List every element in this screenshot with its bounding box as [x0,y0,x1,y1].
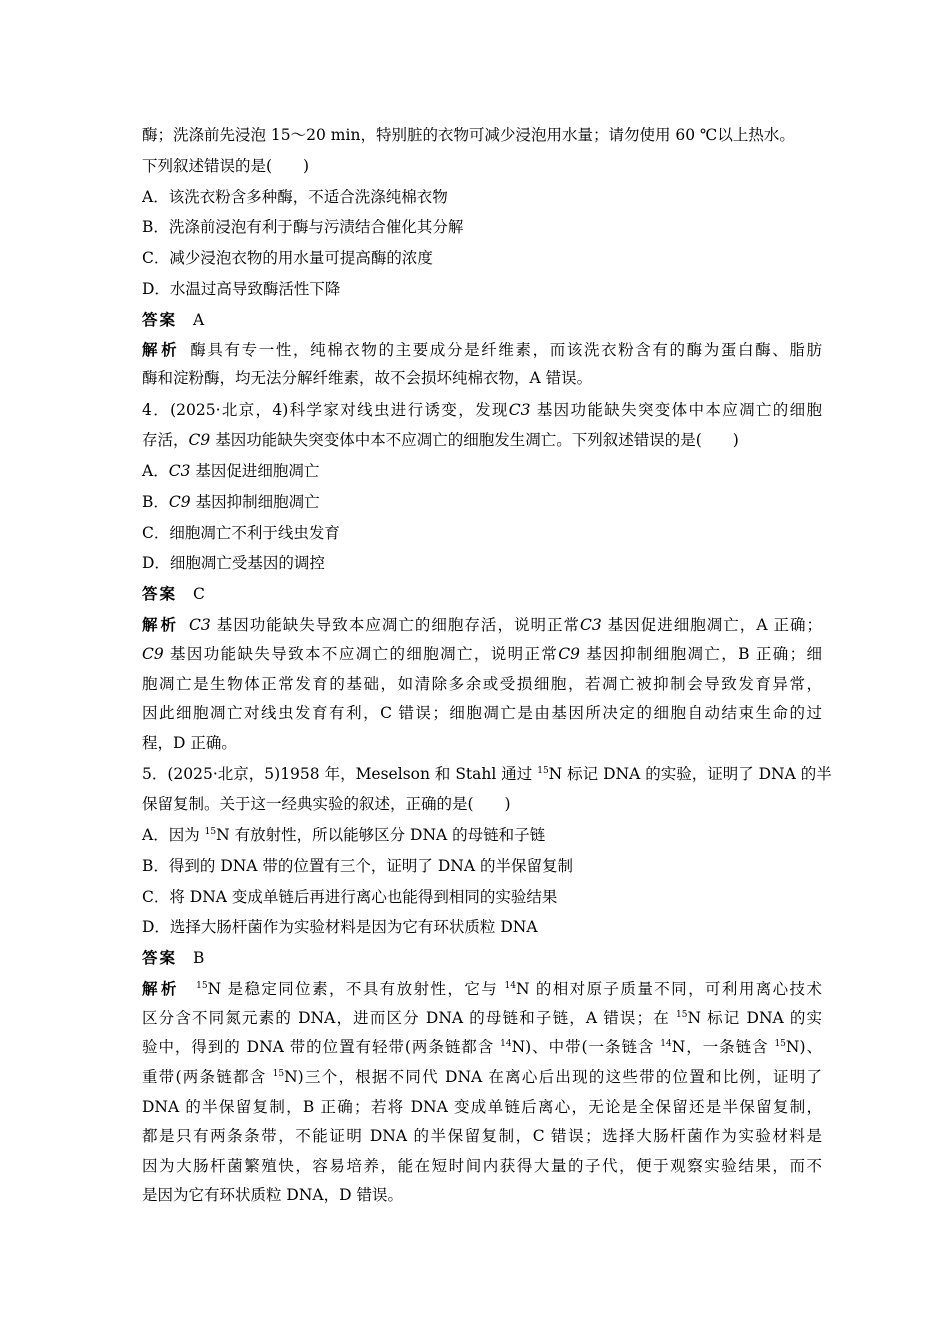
analysis-label: 解析 [142,340,181,359]
q5-stem-line-2: 保留复制。关于这一经典实验的叙述，正确的是( ) [142,795,511,813]
q3-option-b: B．洗涤前浸泡有利于酶与污渍结合催化其分解 [142,218,464,236]
answer-label: 答案 [142,310,178,329]
q3-stem-line-1: 酶；洗涤前先浸泡 15～20 min，特别脏的衣物可减少浸泡用水量；请勿使用 60 ℃以上热水。 [142,126,795,144]
q5-option-c: C．将 DNA 变成单链后再进行离心也能得到相同的实验结果 [142,888,558,906]
q5-analysis-line-4: 重带(两条链都含 $^{15}$N)三个，根据不同代 DNA 在离心后出现的这些带的位置和比例，证明了 [142,1068,822,1086]
gene-c3: C3 [508,401,531,419]
q4-analysis-line-4: 因此细胞凋亡对线虫发育有利，C 错误；细胞凋亡是由基因所决定的细胞自动结束生命的过 [142,704,822,722]
q5-analysis-line-6: 都是只有两条条带，不能证明 DNA 的半保留复制，C 错误；选择大肠杆菌作为实验材料是 [142,1127,822,1145]
q4-analysis-line-5: 程，D 正确。 [142,734,237,752]
q4-analysis-line-2: C9 基因功能缺失导致本不应凋亡的细胞凋亡，说明正常C9 基因抑制细胞凋亡，B 正确；细 [142,645,822,663]
q3-stem-line-2: 下列叙述错误的是( ) [142,157,310,175]
q5-analysis-line-7: 因为大肠杆菌繁殖快，容易培养，能在短时间内获得大量的子代，便于观察实验结果，而不 [142,1157,822,1175]
q3-answer [142,309,822,331]
q4-answer [142,583,822,605]
q5-analysis-line-8: 是因为它有环状质粒 DNA，D 错误。 [142,1186,403,1204]
answer-label: 答案 [142,948,178,967]
q5-analysis-line-5: DNA 的半保留复制，B 正确；若将 DNA 变成单链后离心，无论是全保留还是半保留复制， [142,1098,822,1116]
q5-answer [142,947,822,969]
answer-value: B [193,949,205,967]
q3-option-c: C．减少浸泡衣物的用水量可提高酶的浓度 [142,249,433,267]
q3-analysis-line-2: 酶和淀粉酶，均无法分解纤维素，故不会损坏纯棉衣物，A 错误。 [142,369,593,387]
q4-option-b: B．C9 基因抑制细胞凋亡 [142,493,320,511]
q4-option-a: A．C3 基因促进细胞凋亡 [142,462,320,480]
q5-stem-line-1: 5．(2025·北京，5)1958 年，Meselson 和 Stahl 通过 $^{15}$N 标记 DNA 的实验，证明了 DNA 的半 [142,765,832,783]
q5-analysis-line-2: 区分含不同氮元素的 DNA，进而区分 DNA 的母链和子链，A 错误；在 $^{15}$N 标记 DNA 的实 [142,1009,823,1027]
q5-option-d: D．选择大肠杆菌作为实验材料是因为它有环状质粒 DNA [142,918,538,936]
answer-value: A [193,311,205,329]
analysis-text: 酶具有专一性，纯棉衣物的主要成分是纤维素，而该洗衣粉含有的酶为蛋白酶、脂肪 [190,341,822,359]
q4-option-c: C．细胞凋亡不利于线虫发育 [142,524,340,542]
analysis-label: 解析 [142,615,180,634]
q5-option-b: B．得到的 DNA 带的位置有三个，证明了 DNA 的半保留复制 [142,857,573,875]
q4-stem-line-1: 4．(2025·北京，4)科学家对线虫进行诱变，发现C3 基因功能缺失突变体中本应凋亡的细胞 [142,401,822,419]
q3-option-d: D．水温过高导致酶活性下降 [142,280,341,298]
q4-stem-line-2: 存活，C9 基因功能缺失突变体中本不应凋亡的细胞发生凋亡。下列叙述错误的是( ) [142,431,739,449]
q5-option-a: A．因为 $^{15}$N 有放射性，所以能够区分 DNA 的母链和子链 [142,826,546,844]
q4-analysis-line-1: 解析 C3 基因功能缺失导致本应凋亡的细胞存活，说明正常C3 基因促进细胞凋亡，A 正确； [142,615,822,634]
answer-value: C [193,585,205,603]
q4-analysis-line-3: 胞凋亡是生物体正常发育的基础，如清除多余或受损细胞，若凋亡被抑制会导致发育异常， [142,675,822,693]
q3-option-a: A．该洗衣粉含多种酶，不适合洗涤纯棉衣物 [142,188,448,206]
q5-analysis-line-3: 验中，得到的 DNA 带的位置有轻带(两条链都含 $^{14}$N)、中带(一条链含 $^{14}$N，一条链含 $^{15}$N)、 [142,1038,822,1056]
analysis-label: 解析 [142,979,180,998]
answer-label: 答案 [142,584,178,603]
q5-analysis-line-1: 解析 $^{15}$N 是稳定同位素，不具有放射性，它与 $^{14}$N 的相对原子质量不同，可利用离心技术 [142,979,822,998]
q3-analysis-line-1 [142,339,822,361]
gene-c9: C9 [188,431,211,449]
q4-option-d: D．细胞凋亡受基因的调控 [142,554,325,572]
